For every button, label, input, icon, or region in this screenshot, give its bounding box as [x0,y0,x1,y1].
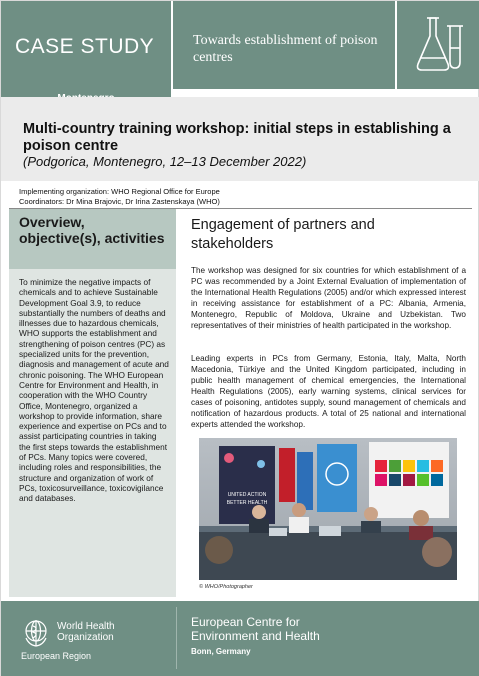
header-label-block [1,1,171,89]
photo-banner-text-1: UNITED ACTION [227,492,267,498]
case-study-label: CASE STUDY [15,35,155,58]
coordinators: Coordinators: Dr Mina Brajovic, Dr Irina Zastenskaya (WHO) [19,197,220,206]
footer-divider [176,607,177,669]
implementing-organization: Implementing organization: WHO Regional Office for Europe [19,187,220,196]
header-icon-block [397,1,479,89]
page-title: Multi-country training workshop: initial steps in establishing a poison centre [23,121,451,154]
engagement-paragraph-1: The workshop was designed for six countries for which establishment of a PC was recommended by a Joint External Evaluation of implementation of the International Health Regulations (2005) and/or which expressed interest in receiving assistance for establishment of a PC: Albania, Armenia, Montenegro, Republic of Moldova, Ukraine and Uzbekistan. Two representatives of their ministries of health participated in the workshop. [191,266,466,330]
header-topic: Towards establishment of poison centres [193,33,378,65]
workshop-photo [199,438,457,580]
engagement-paragraph-2: Leading experts in PCs from Germany, Estonia, Italy, Malta, North Macedonia, Türkiye and the United Kingdom participated, including in public health management of chemical emergencies, the International Health Regulations (2005), early warning systems, clinical services for cases of poisoning, antidotes supply, sound management of chemicals and notification of hazardous products. A total of 25 national and international experts attended the workshop. [191,354,466,429]
overview-text: To minimize the negative impacts of chemicals and to achieve Sustainable Development Goal 3.9, to reduce substantially the numbers of deaths and illnesses due to hazardous chemicals, WHO supports the establishment and strengthening of poison centres (PC) as specialized units for the prevention, diagnosis and management of acute and chronic poisoning. The WHO European Centre for Environment and Health, in cooperation with the WHO Country Office, Montenegro, organized a workshop to provide information, share experience and expertise on PCs and to assist participating countries in taking the first steps towards the establishment of PCs. Many topics were covered, including roles and responsibilities, the structure and organization of work of PCs, toxicosurveillance, toxicovigilance and databases. [19,277,169,504]
header-topic-block [173,1,395,89]
centre-name: European Centre for Environment and Health [191,615,320,643]
engagement-heading: Engagement of partners and stakeholders [191,217,375,252]
who-region-name: European Region [21,651,92,661]
workshop-photo-illustration [199,438,457,580]
who-emblem-icon [21,618,51,648]
implementation-info [19,187,220,207]
overview-heading: Overview, objective(s), activities [19,214,165,246]
page-subtitle: (Podgorica, Montenegro, 12–13 December 2022) [23,154,307,169]
lab-flask-icon [412,14,468,76]
centre-city: Bonn, Germany [191,647,251,656]
who-organization-name: World Health Organization [57,621,115,643]
photo-banner-text-2: BETTER HEALTH [226,500,268,506]
photo-credit: © WHO/Photographer [199,584,253,590]
